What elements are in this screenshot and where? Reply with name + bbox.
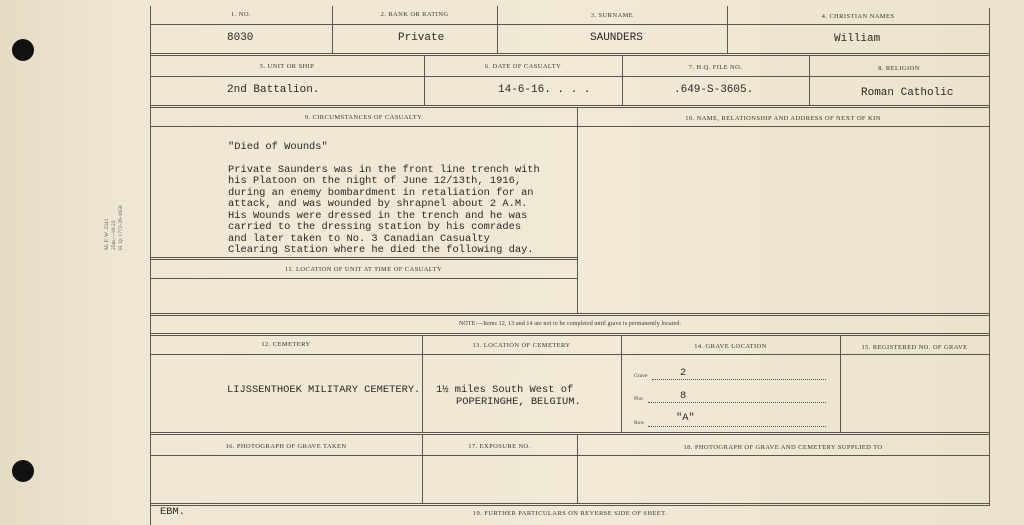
label-further-particulars: 19. FURTHER PARTICULARS ON REVERSE SIDE OF SHEET. — [472, 510, 668, 517]
label-no: 1. NO. — [231, 11, 251, 18]
label-location-unit: 11. LOCATION OF UNIT AT TIME OF CASUALTY — [284, 266, 443, 273]
note-text: NOTE:—Items 12, 13 and 14 are not to be completed until grave is permanently located. — [458, 321, 682, 327]
row2-label-line — [150, 76, 990, 77]
form-ref-line-1: M. F. W. 2341 — [104, 218, 110, 250]
label-photo-taken: 16. PHOTOGRAPH OF GRAVE TAKEN — [225, 443, 347, 450]
label-christian: 4. CHRISTIAN NAMES — [821, 13, 895, 20]
row-dotted-line — [648, 426, 826, 427]
cemetery-top-line — [150, 333, 990, 336]
value-grave: 2 — [680, 367, 687, 379]
label-date: 6. DATE OF CASUALTY — [484, 63, 562, 70]
plot-dotted-line — [648, 402, 826, 403]
value-rank: Private — [398, 32, 445, 44]
circumstances-text — [228, 142, 573, 268]
label-registered-no: 15. REGISTERED NO. OF GRAVE — [861, 344, 968, 351]
label-surname: 3. SURNAME — [590, 12, 634, 19]
value-unit: 2nd Battalion. — [227, 84, 320, 96]
punch-hole-bottom — [12, 460, 34, 482]
row2-bottom-line — [150, 105, 990, 108]
value-date: 14-6-16. . . . — [498, 84, 591, 96]
form-ref-line-3: H. Q. 1772-39-1658 — [118, 205, 124, 250]
form-ref-line-2: 25m.—10-22 — [111, 220, 117, 250]
cemetery-bottom-line — [150, 432, 990, 435]
circumstances-body: Private Saunders was in the front line trench with his Platoon on the night of June 12/13th, 1916, during an enemy bombardment in retaliation for an attack, and was wounded by shrapnel about 2 A.M. His Wounds were dressed in the trench and he was carried to the dressing station by his comrades and later taken to No. 3 Canadian Casualty Clearing Station where he died the following day. — [228, 163, 540, 256]
label-grave: Grave — [634, 373, 648, 379]
value-no: 8030 — [227, 32, 254, 44]
form-reference — [104, 205, 125, 250]
cemetery-divider-1 — [422, 336, 423, 433]
value-row: "A" — [676, 412, 695, 424]
label-cemetery: 12. CEMETERY — [261, 341, 311, 348]
photo-bottom-line — [150, 503, 990, 506]
row1-label-line — [150, 24, 990, 25]
label-grave-location: 14. GRAVE LOCATION — [694, 343, 767, 350]
value-plot: 8 — [680, 390, 687, 402]
row2-divider-3 — [809, 56, 810, 106]
cemetery-label-line — [150, 354, 990, 355]
right-border — [989, 8, 990, 505]
punch-hole-top — [12, 39, 34, 61]
cemetery-divider-2 — [621, 336, 622, 433]
value-cemetery: LIJSSENTHOEK MILITARY CEMETERY. — [227, 384, 421, 396]
label-plot: Plot — [634, 396, 643, 402]
photo-label-line — [150, 455, 990, 456]
value-location-line-2: POPERINGHE, BELGIUM. — [456, 396, 581, 408]
circ-label-line — [150, 126, 990, 127]
label-circumstances: 9. CIRCUMSTANCES OF CASUALTY — [304, 114, 423, 121]
label-photo-supplied: 18. PHOTOGRAPH OF GRAVE AND CEMETERY SUPPLIED TO — [683, 444, 883, 451]
circumstances-title: "Died of Wounds" — [228, 141, 328, 153]
value-hq: .649-S-3605. — [674, 84, 754, 96]
clerk-initials: EBM. — [160, 506, 185, 518]
row1-bottom-line — [150, 53, 990, 56]
value-location-line-1: 1½ miles South West of — [436, 384, 574, 396]
value-religion: Roman Catholic — [861, 87, 954, 99]
grave-dotted-line — [652, 379, 826, 380]
label-exposure: 17. EXPOSURE NO. — [468, 443, 531, 450]
location-unit-label-line — [150, 278, 578, 279]
label-row: Row — [634, 420, 645, 426]
note-top-line — [150, 313, 990, 316]
label-location-cemetery: 13. LOCATION OF CEMETERY — [472, 342, 571, 349]
label-unit: 5. UNIT OR SHIP — [259, 63, 315, 70]
value-christian: William — [834, 33, 881, 45]
value-surname: SAUNDERS — [590, 32, 643, 44]
circ-kin-divider — [577, 108, 578, 314]
location-unit-top-line — [150, 257, 578, 260]
label-hq: 7. H.Q. FILE NO. — [688, 64, 743, 71]
label-religion: 8. RELIGION — [878, 65, 920, 72]
label-rank: 2. RANK OR RATING — [380, 11, 449, 18]
label-next-of-kin: 10. NAME, RELATIONSHIP AND ADDRESS OF NEXT OF KIN — [685, 115, 881, 122]
